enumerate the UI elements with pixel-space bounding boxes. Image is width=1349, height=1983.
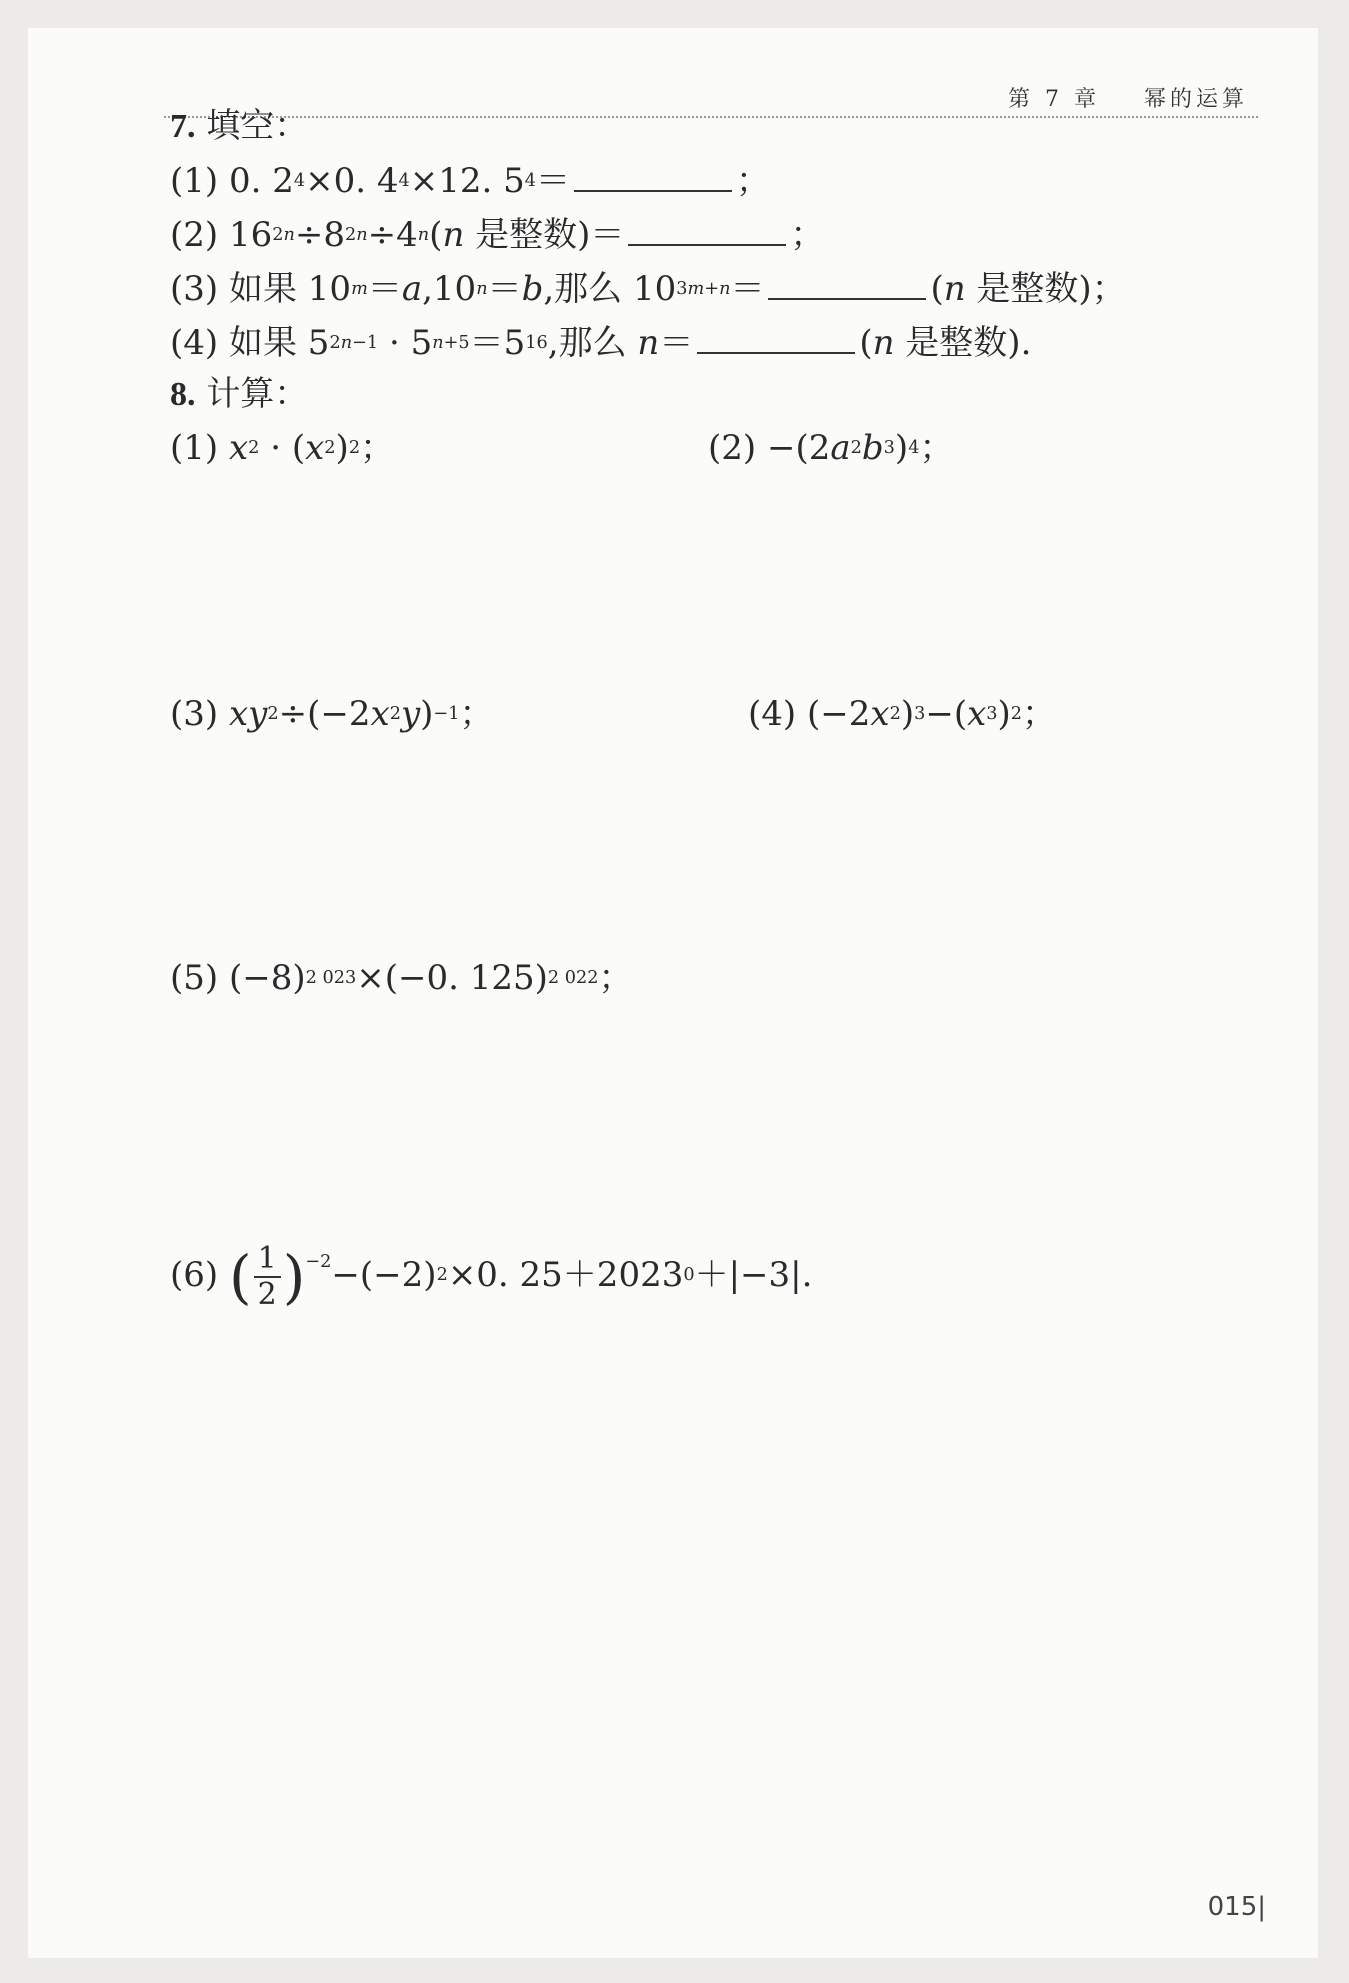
q8-item-1-expr: $x^2 \cdot (x^2)^2$； (228, 428, 395, 468)
header-divider (164, 116, 1258, 118)
q8-item-2: $(2) -(2a^2b^3)^4$； (708, 428, 954, 468)
page-number: 015| (1207, 1892, 1266, 1922)
q8-heading (170, 374, 308, 415)
q8-title: 计算： (206, 374, 309, 414)
q7-item-3-expr: $10^m=a,10^n=b$,那么 $10^{3m+n}=$ (307, 269, 765, 309)
section-title: 幂的运算 (1143, 87, 1248, 112)
q8-item-3-expr: $xy^2\div(-2x^2y)^{-1}$； (228, 694, 494, 734)
q7-item-1: (1) 0. $2^4\times 0$. $4^4\times 12$. $5^4=$ ； (170, 161, 770, 201)
q8-item-5-expr: $(-8)^{2 023}\times(-0$. 125)$^{2 022}$； (228, 958, 633, 998)
q7-number: 7. (170, 108, 196, 145)
q7-item-4-label: (4) (170, 323, 219, 363)
q8-item-2-expr: $-(2a^2b^3)^4$； (766, 428, 954, 468)
chapter-label: 第 7 章 (1008, 87, 1100, 112)
q8-item-4-expr: $(-2x^2)^3-(x^3)^2$； (806, 694, 1057, 734)
q7-item-4: (4) 如果 $5^{2n-1} \cdot 5^{n+5}=5^{16}$,那么 n＝ (n 是整数). (170, 323, 1032, 363)
q8-number: 8. (170, 376, 196, 413)
q7-item-1-label: (1) (170, 161, 219, 201)
answer-blank-3[interactable] (768, 268, 926, 300)
q7-item-2: (2) $16^{2n}\div 8^{2n}\div 4^n(n$ 是整数)＝ ； (170, 215, 825, 255)
q8-item-3: (3) $xy^2\div(-2x^2y)^{-1}$； (170, 694, 494, 734)
answer-blank-4[interactable] (697, 322, 855, 354)
page (28, 28, 1318, 1958)
q7-item-3: (3) 如果 $10^m=a,10^n=b$,那么 $10^{3m+n}= (n$ 是整数)； (170, 269, 1126, 309)
q7-item-3-label: (3) (170, 269, 219, 309)
answer-blank-2[interactable] (628, 214, 786, 246)
answer-blank-1[interactable] (574, 160, 732, 192)
q7-item-1-expr: 0. $2^4\times 0$. $4^4\times 12$. $5^4=$ (228, 161, 570, 201)
q8-item-6-expr: ( $\frac{1}{2}$ )$^{-2}-(-2)^2\times 0$. $25+2023^0+|-3|$. (228, 1241, 813, 1312)
q7-item-2-label: (2) (170, 215, 219, 255)
running-header (1008, 82, 1248, 113)
q7-title: 填空： (206, 106, 309, 146)
q7-item-4-expr: $5^{2n-1} \cdot 5^{n+5}=5^{16}$,那么 n＝ (307, 323, 694, 363)
q8-item-4: (4) $(-2x^2)^3-(x^3)^2$； (748, 694, 1057, 734)
q7-item-3-note: (n 是整数)； (930, 269, 1126, 309)
q7-heading (170, 106, 308, 147)
q8-item-5: (5) $(-8)^{2 023}\times(-0$. 125)$^{2 022}$； (170, 958, 633, 998)
q8-item-1: (1) $x^2 \cdot (x^2)^2$； (170, 428, 395, 468)
q8-item-6: (6) ( $\frac{1}{2}$ )$^{-2}-(-2)^2\times 0$. $25+2023^0+|-3|$. (170, 1241, 813, 1312)
q7-item-4-note: (n 是整数). (859, 323, 1032, 363)
q7-item-2-expr: $16^{2n}\div 8^{2n}\div 4^n(n$ 是整数)＝ (228, 215, 625, 255)
fraction-one-half: $\frac{1}{2}$ (254, 1242, 281, 1312)
